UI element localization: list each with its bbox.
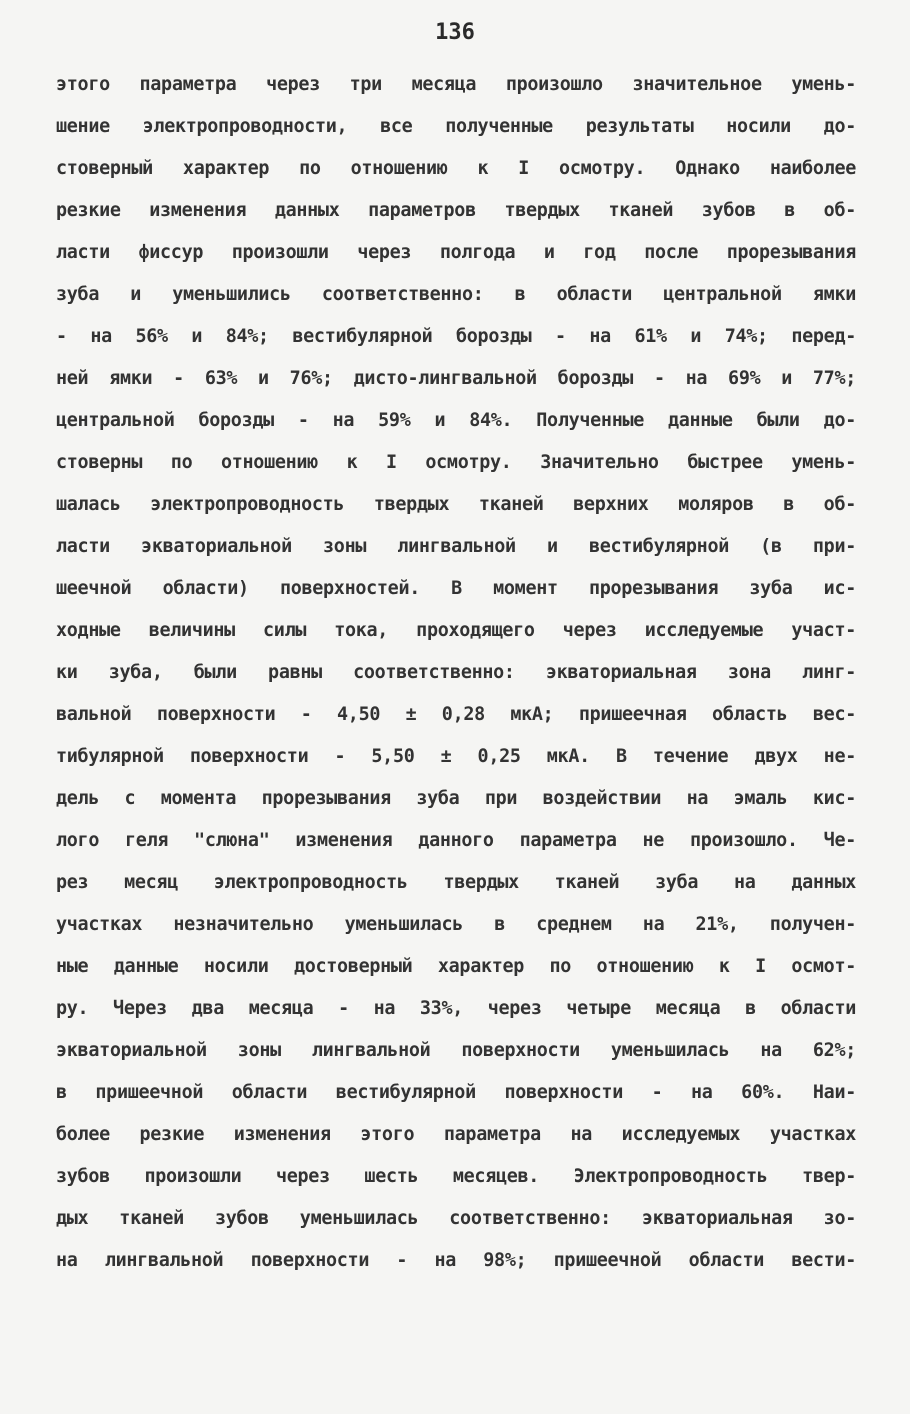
text-line: лого геля "слюна" изменения данного параметра не произошло. Че- [56,830,856,851]
text-line: ходные величины силы тока, проходящего через исследуемые участ- [56,620,856,641]
text-line: ласти экваториальной зоны лингвальной и вестибулярной (в при- [56,536,856,557]
text-line: рез месяц электропроводность твердых тканей зуба на данных [56,872,856,893]
text-line: в пришеечной области вестибулярной поверхности - на 60%. Наи- [56,1082,856,1103]
text-line: центральной борозды - на 59% и 84%. Полученные данные были до- [56,410,856,431]
text-line: дых тканей зубов уменьшилась соответственно: экваториальная зо- [56,1208,856,1229]
text-line: ру. Через два месяца - на 33%, через четыре месяца в области [56,998,856,1019]
body-text [56,64,856,1282]
text-line: экваториальной зоны лингвальной поверхности уменьшилась на 62%; [56,1040,856,1061]
text-line: ки зуба, были равны соответственно: экваториальная зона линг- [56,662,856,683]
text-line: шалась электропроводность твердых тканей верхних моляров в об- [56,494,856,515]
text-line: стоверный характер по отношению к I осмотру. Однако наиболее [56,158,856,179]
text-line: резкие изменения данных параметров твердых тканей зубов в об- [56,200,856,221]
text-line: стоверны по отношению к I осмотру. Значительно быстрее умень- [56,452,856,473]
text-line: более резкие изменения этого параметра на исследуемых участках [56,1124,856,1145]
text-line: - на 56% и 84%; вестибулярной борозды - на 61% и 74%; перед- [56,326,856,347]
text-line: ные данные носили достоверный характер по отношению к I осмот- [56,956,856,977]
page-number: 136 [435,20,475,45]
text-line: шение электропроводности, все полученные результаты носили до- [56,116,856,137]
text-line: этого параметра через три месяца произошло значительное умень- [56,74,856,95]
text-line: ней ямки - 63% и 76%; дисто-лингвальной борозды - на 69% и 77%; [56,368,856,389]
text-line: ласти фиссур произошли через полгода и год после прорезывания [56,242,856,263]
text-line: зуба и уменьшились соответственно: в области центральной ямки [56,284,856,305]
text-line: участках незначительно уменьшилась в среднем на 21%, получен- [56,914,856,935]
text-line: зубов произошли через шесть месяцев. Электропроводность твер- [56,1166,856,1187]
text-line: тибулярной поверхности - 5,50 ± 0,25 мкА. В течение двух не- [56,746,856,767]
text-line: на лингвальной поверхности - на 98%; пришеечной области вести- [56,1250,856,1271]
text-line: шеечной области) поверхностей. В момент прорезывания зуба ис- [56,578,856,599]
text-line: дель с момента прорезывания зуба при воздействии на эмаль кис- [56,788,856,809]
text-line: вальной поверхности - 4,50 ± 0,28 мкА; пришеечная область вес- [56,704,856,725]
